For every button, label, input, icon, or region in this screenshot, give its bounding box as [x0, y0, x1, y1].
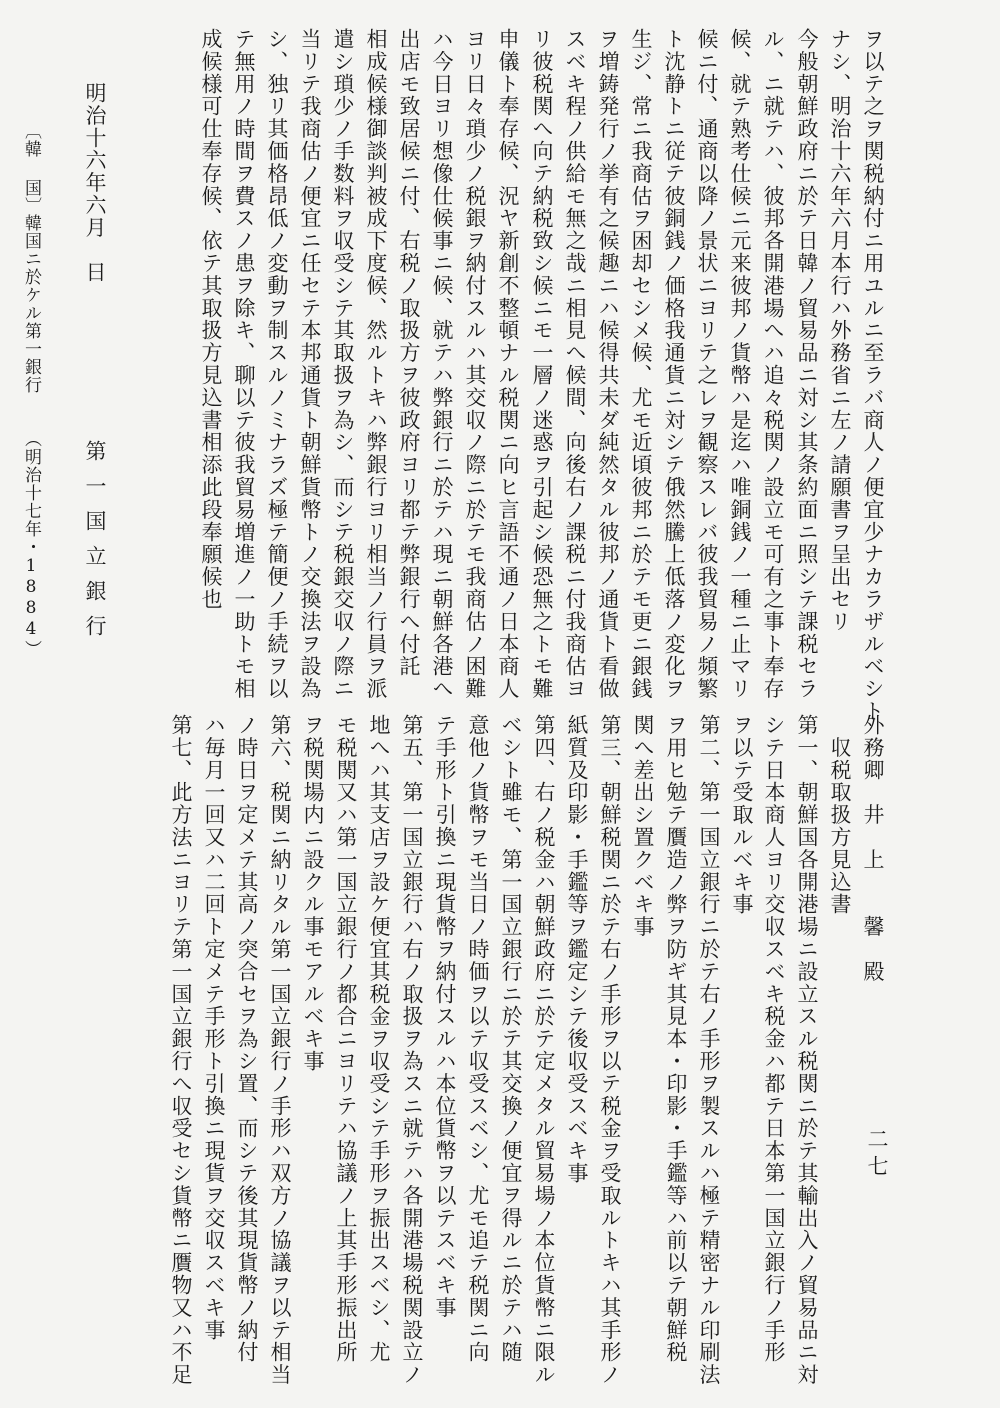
text-column: 第七、此方法ニヨリテ第一国立銀行へ収受セシ貨幣ニ贋物又ハ不足: [169, 714, 193, 1386]
text-column: ハ毎月一回又ハ二回ト定メテ手形ト引換ニ現貨ヲ交収スベキ事: [202, 714, 226, 1342]
text-column: 紙質及印影・手鑑等ヲ鑑定シテ後収受スベキ事: [565, 714, 589, 1185]
text-column: ト沈静トニ従テ彼銅銭ノ価格我通貨ニ対シテ俄然騰上低落ノ変化ヲ: [662, 28, 686, 700]
text-column: 出店モ致居候ニ付、右税ノ取扱方ヲ彼政府ヨリ都テ弊銀行へ付託: [397, 28, 421, 678]
text-column: 申儀ト奉存候、況ヤ新創不整頓ナル税関ニ向ヒ言語不通ノ日本商人: [496, 28, 520, 700]
text-column: 候ニ付、通商以降ノ景状ニヨリテ之レヲ観察スレバ彼我貿易ノ頻繁: [695, 28, 719, 700]
text-column: 成候様可仕奉存候、依テ其取扱方見込書相添此段奉願候也: [199, 28, 223, 611]
text-column: ヲ税関場内ニ設クル事モアルベキ事: [301, 714, 325, 1073]
running-header-region: 〔韓 国〕: [21, 122, 41, 215]
date-line: 明治十六年六月 日: [83, 82, 107, 284]
text-column: 第六、税関ニ納リタル第一国立銀行ノ手形ハ双方ノ協議ヲ以テ相当: [268, 714, 292, 1386]
text-column: 当リテ我商估ノ便宜ニ任セテ本邦通貨ト朝鮮貨幣トノ交換法ヲ設為: [298, 28, 322, 700]
text-column: スベキ程ノ供給モ無之哉ニ相見へ候間、向後右ノ課税ニ付我商估ヨ: [563, 28, 587, 700]
text-column: ヨリ日々瑣少ノ税銀ヲ納付スルハ其交収ノ際ニ於テモ我商估ノ困難: [463, 28, 487, 700]
running-header-title: 韓国ニ於ケル第一銀行: [21, 214, 41, 394]
text-column: 第三、朝鮮税関ニ於テ右ノ手形ヲ以テ税金ヲ受取ルトキハ其手形ノ: [598, 714, 622, 1386]
text-column: テ無用ノ時間ヲ費スノ患ヲ除キ、聊以テ彼我貿易増進ノ一助トモ相: [232, 28, 256, 700]
text-column: モ税関又ハ第一国立銀行ノ都合ニヨリテハ協議ノ上其手形振出所: [334, 714, 358, 1364]
text-column: ベシト雖モ、第一国立銀行ニ於テ其交換ノ便宜ヲ得ルニ於テハ随: [499, 714, 523, 1364]
text-column: ノ時日ヲ定メテ其高ノ突合セヲ為シ置、而シテ後其現貨幣ノ納付: [235, 714, 259, 1364]
text-column: 第五、第一国立銀行ハ右ノ取扱ヲ為スニ就テハ各開港場税関設立ノ: [400, 714, 424, 1386]
page-number: 二七: [865, 1128, 889, 1182]
text-column: 生ジ、常ニ我商估ヲ困却セシメ候、尤モ近頃彼邦ニ於テモ更ニ銀銭: [629, 28, 653, 700]
text-column: シテ日本商人ヨリ交収スベキ税金ハ都テ日本第一国立銀行ノ手形: [762, 714, 786, 1364]
text-column: ヲ用ヒ勉テ贋造ノ弊ヲ防ギ其見本・印影・手鑑等ハ前以テ朝鮮税: [664, 714, 688, 1364]
text-column: シ、独リ其価格昂低ノ変動ヲ制スルノミナラズ極テ簡便ノ手続ヲ以: [265, 28, 289, 700]
addressee: 外務卿 井 上 馨 殿: [861, 714, 885, 983]
text-column: 第二、第一国立銀行ニ於テ右ノ手形ヲ製スルハ極テ精密ナル印刷法: [697, 714, 721, 1386]
text-column: 候、就テ熟考仕候ニ元来彼邦ノ貨幣ハ是迄ハ唯銅銭ノ一種ニ止マリ: [728, 28, 752, 700]
text-column: ヲ増鋳発行ノ挙有之候趣ニハ候得共未ダ純然タル彼邦ノ通貨ト看做: [596, 28, 620, 700]
text-column: 相成候様御談判被成下度候、然ルトキハ弊銀行ヨリ相当ノ行員ヲ派: [364, 28, 388, 700]
text-column: 今般朝鮮政府ニ於テ日韓ノ貿易品ニ対シ其条約面ニ照シテ課税セラ: [795, 28, 819, 700]
text-column: ハ今日ヨリ想像仕候事ニ候、就テハ弊銀行ニ於テハ現ニ朝鮮各港へ: [430, 28, 454, 700]
signature: 第一国立銀行: [83, 440, 107, 650]
text-column: リ彼税関へ向テ納税致シ候ニモ一層ノ迷惑ヲ引起シ候恐無之トモ難: [530, 28, 554, 700]
text-column: ル、ニ就テハ、彼邦各開港場へハ追々税関ノ設立モ可有之事ト奉存: [761, 28, 785, 700]
text-column: 地へハ其支店ヲ設ケ便宜其税金ヲ収受シテ手形ヲ振出スベシ、尤: [367, 714, 391, 1364]
section-title: 収税取扱方見込書: [828, 714, 852, 916]
text-column: テ手形ト引換ニ現貨幣ヲ納付スルハ本位貨幣ヲ以テスベキ事: [433, 714, 457, 1319]
text-column: ナシ、明治十六年六月本行ハ外務省ニ左ノ請願書ヲ呈出セリ: [828, 28, 852, 633]
text-column: 遣シ瑣少ノ手数料ヲ収受シテ其取扱ヲ為シ、而シテ税銀交収ノ際ニ: [331, 28, 355, 700]
text-column: 第四、右ノ税金ハ朝鮮政府ニ於テ定メタル貿易場ノ本位貨幣ニ限ル: [532, 714, 556, 1386]
text-column: ヲ以テ之ヲ関税納付ニ用ユルニ至ラバ商人ノ便宜少ナカラザルベシト: [861, 28, 885, 723]
text-column: ヲ以テ受取ルベキ事: [730, 714, 754, 916]
text-column: 意他ノ貨幣ヲモ当日ノ時価ヲ以テ収受スベシ、尤モ追テ税関ニ向: [466, 714, 490, 1364]
text-column: 関へ差出シ置クベキ事: [631, 714, 655, 938]
running-header-years: （明治十七年・1884）: [21, 430, 41, 658]
text-column: 第一、朝鮮国各開港場ニ設立スル税関ニ於テ其輸出入ノ貿易品ニ対: [795, 714, 819, 1386]
